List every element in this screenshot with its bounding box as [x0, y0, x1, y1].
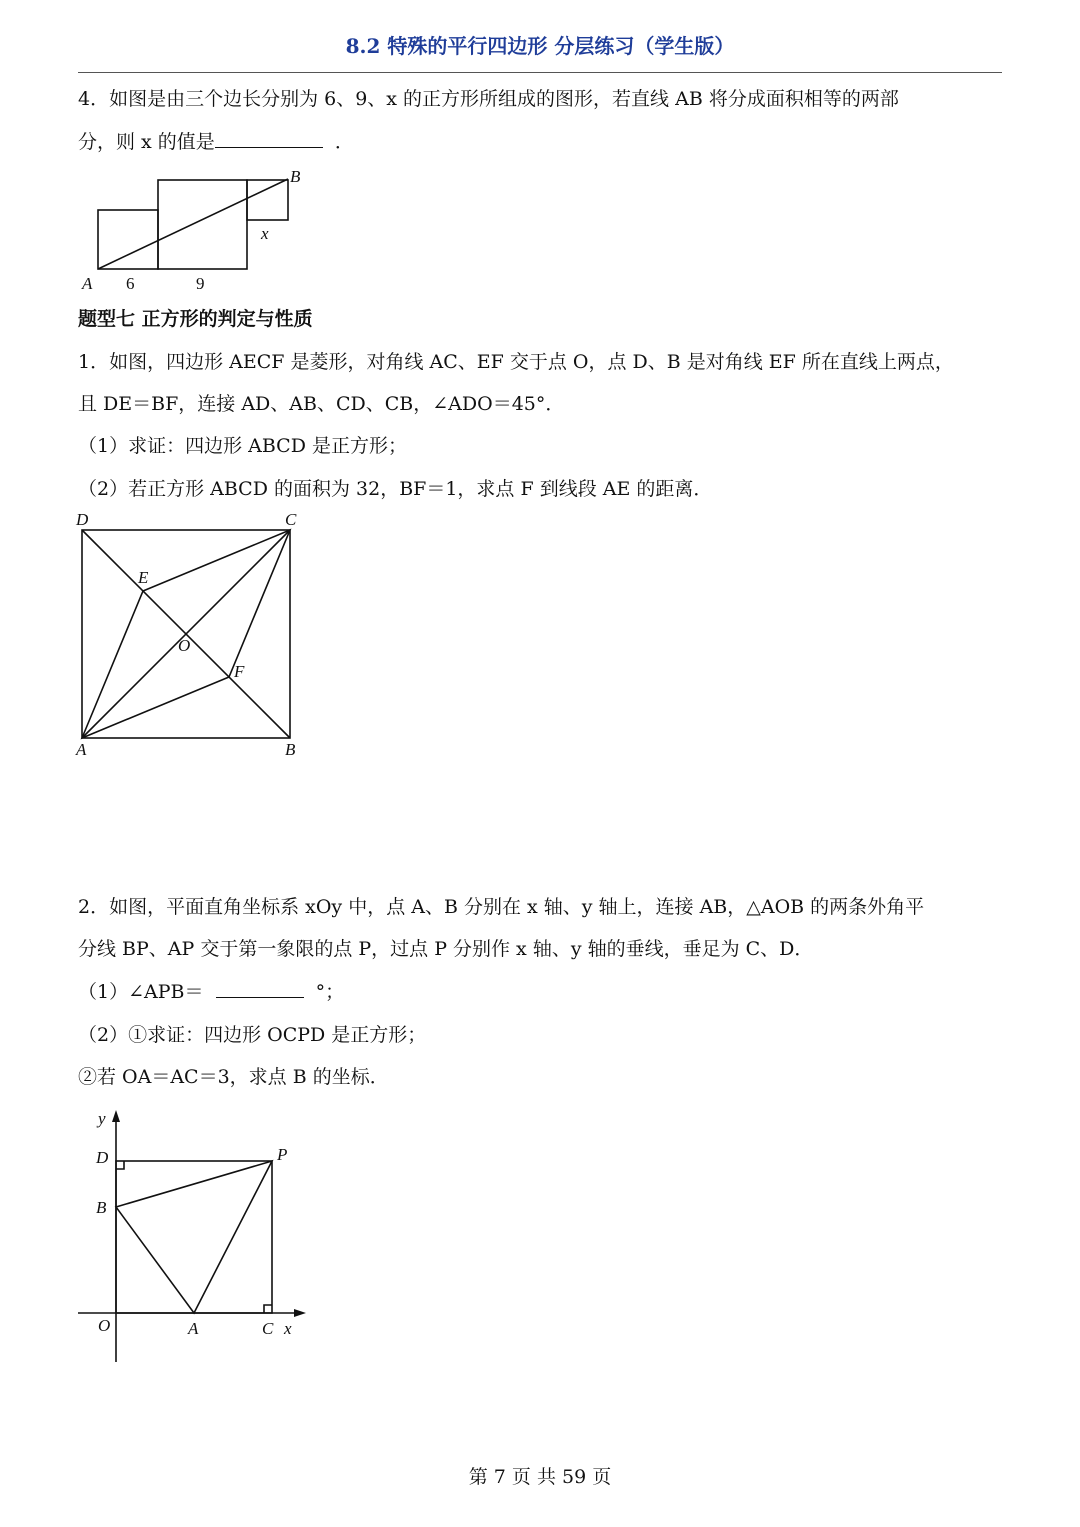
p2-text-line1: 2．如图，平面直角坐标系 xOy 中，点 A、B 分别在 x 轴、y 轴上，连接 AB，△AOB 的两条外角平 — [78, 896, 925, 918]
label-p: P — [277, 1145, 288, 1164]
p2-part1-suffix: °； — [315, 981, 345, 1003]
page-header-title: 8.2 特殊的平行四边形 分层练习（学生版） — [345, 34, 735, 58]
q4-text-line1: 4．如图是由三个边长分别为 6、9、x 的正方形所组成的图形，若直线 AB 将分成面积相等的两部 — [78, 88, 899, 110]
triangle-bpa — [116, 1161, 272, 1313]
label-d: D — [96, 1148, 109, 1167]
right-angle-c — [264, 1305, 272, 1313]
p1-figure — [70, 505, 320, 765]
square-9 — [158, 180, 247, 269]
p1-text-line2: 且 DE＝BF，连接 AD、AB、CD、CB，∠ADO＝45°． — [78, 393, 565, 415]
label-9: 9 — [196, 274, 205, 293]
label-e: E — [138, 568, 149, 587]
label-f: F — [234, 662, 245, 681]
label-c: C — [285, 510, 297, 529]
label-y: y — [98, 1109, 106, 1128]
p1-text-line1: 1．如图，四边形 AECF 是菱形，对角线 AC、EF 交于点 O，点 D、B 是对角线 EF 所在直线上两点， — [78, 351, 954, 373]
label-d: D — [76, 510, 89, 529]
label-b: B — [96, 1198, 107, 1217]
page-footer: 第 7 页 共 59 页 — [468, 1466, 612, 1488]
header-divider — [78, 72, 1002, 73]
q4-answer-blank[interactable] — [215, 129, 323, 148]
line-ab — [98, 179, 288, 269]
label-c: C — [262, 1319, 274, 1338]
q4-figure — [78, 165, 318, 295]
p2-part1 — [78, 978, 344, 1006]
label-x: x — [261, 224, 269, 243]
p1-part2: （2）若正方形 ABCD 的面积为 32，BF＝1，求点 F 到线段 AE 的距离． — [78, 478, 713, 500]
label-b: B — [285, 740, 296, 759]
p2-answer-blank[interactable] — [216, 979, 304, 998]
q4-text-line2 — [78, 128, 354, 156]
label-a: A — [82, 274, 93, 293]
p2-part3: ②若 OA＝AC＝3，求点 B 的坐标． — [78, 1066, 389, 1088]
p2-part2: （2）①求证：四边形 OCPD 是正方形； — [78, 1024, 427, 1046]
label-o: O — [98, 1316, 111, 1335]
label-x: x — [284, 1319, 292, 1338]
p2-figure — [70, 1100, 340, 1375]
square-x — [247, 180, 288, 220]
square-6 — [98, 210, 158, 269]
x-axis-arrow — [294, 1309, 306, 1317]
q4-line2-prefix: 分，则 x 的值是 — [78, 131, 215, 153]
right-angle-d — [116, 1161, 124, 1169]
label-b: B — [290, 167, 301, 186]
label-a: A — [188, 1319, 199, 1338]
p2-text-line2: 分线 BP、AP 交于第一象限的点 P，过点 P 分别作 x 轴、y 轴的垂线，垂足为 C、D． — [78, 938, 814, 960]
p2-part1-prefix: （1）∠APB＝ — [78, 981, 204, 1003]
label-o: O — [178, 636, 191, 655]
label-6: 6 — [126, 274, 135, 293]
y-axis-arrow — [112, 1110, 120, 1122]
q4-line2-suffix: ． — [334, 131, 354, 153]
label-a: A — [76, 740, 87, 759]
section-title: 题型七 正方形的判定与性质 — [78, 308, 313, 330]
p1-part1: （1）求证：四边形 ABCD 是正方形； — [78, 435, 407, 457]
